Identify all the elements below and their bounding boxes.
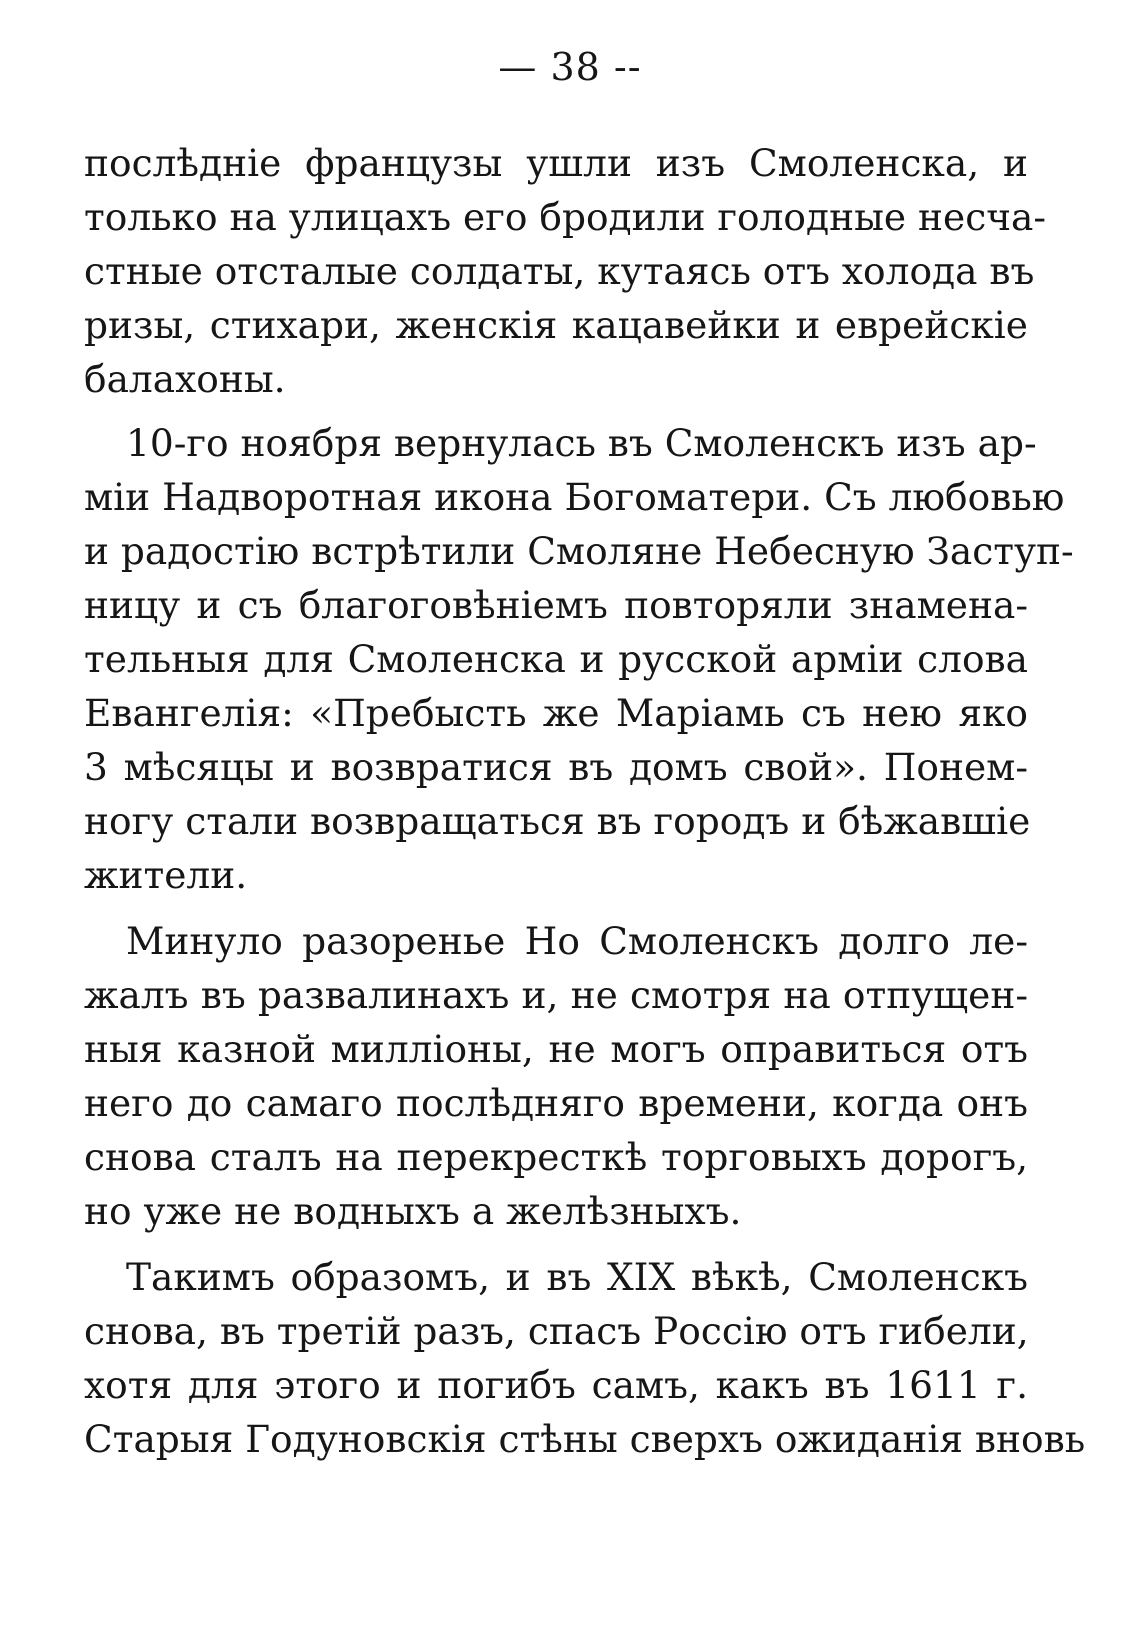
text-line: послѣдніе французы ушли изъ Смоленска, и — [84, 141, 1028, 185]
text-line: и радостію встрѣтили Смоляне Небесную Заступ- — [84, 529, 1074, 573]
text-line: жители. — [84, 853, 248, 897]
text-line: снова сталъ на перекресткѣ торговыхъ дорогъ, — [84, 1135, 1028, 1179]
text-line: ногу стали возвращаться въ городъ и бѣжавшіе — [84, 799, 1031, 843]
page-number: — 38 -- — [498, 45, 642, 89]
text-line: стные отсталые солдаты, кутаясь отъ холода въ — [84, 249, 1035, 293]
text-line: Минуло разоренье Но Смоленскъ долго ле- — [126, 919, 1028, 963]
text-line: Евангелія: «Пребысть же Маріамь съ нею яко — [84, 691, 1028, 735]
text-line: жалъ въ развалинахъ и, не смотря на отпущен- — [84, 973, 1028, 1017]
text-line: ныя казной милліоны, не могъ оправиться отъ — [84, 1027, 1028, 1071]
text-line: Старыя Годуновскія стѣны сверхъ ожиданія вновь — [84, 1417, 1086, 1461]
text-line: Такимъ образомъ, и въ XIX вѣкѣ, Смоленскъ — [126, 1255, 1028, 1299]
text-line: только на улицахъ его бродили голодные несча- — [84, 195, 1047, 239]
text-line: тельныя для Смоленска и русской арміи слова — [84, 637, 1028, 681]
text-line: 10-го ноября вернулась въ Смоленскъ изъ ар- — [126, 421, 1037, 465]
text-line: міи Надворотная икона Богоматери. Съ любовью — [84, 475, 1065, 519]
text-line: снова, въ третій разъ, спасъ Россію отъ гибели, — [84, 1309, 1029, 1353]
text-line: него до самаго послѣдняго времени, когда онъ — [84, 1081, 1028, 1125]
text-line: но уже не водныхъ а желѣзныхъ. — [84, 1189, 742, 1233]
text-line: балахоны. — [84, 357, 286, 401]
text-line: ницу и съ благоговѣніемъ повторяли знамена- — [84, 583, 1028, 627]
text-line: 3 мѣсяцы и возвратися въ домъ свой». Понем- — [84, 745, 1028, 789]
text-line: хотя для этого и погибъ самъ, какъ въ 1611 г. — [84, 1363, 1028, 1407]
text-line: ризы, стихари, женскія кацавейки и еврейскіе — [84, 303, 1028, 347]
